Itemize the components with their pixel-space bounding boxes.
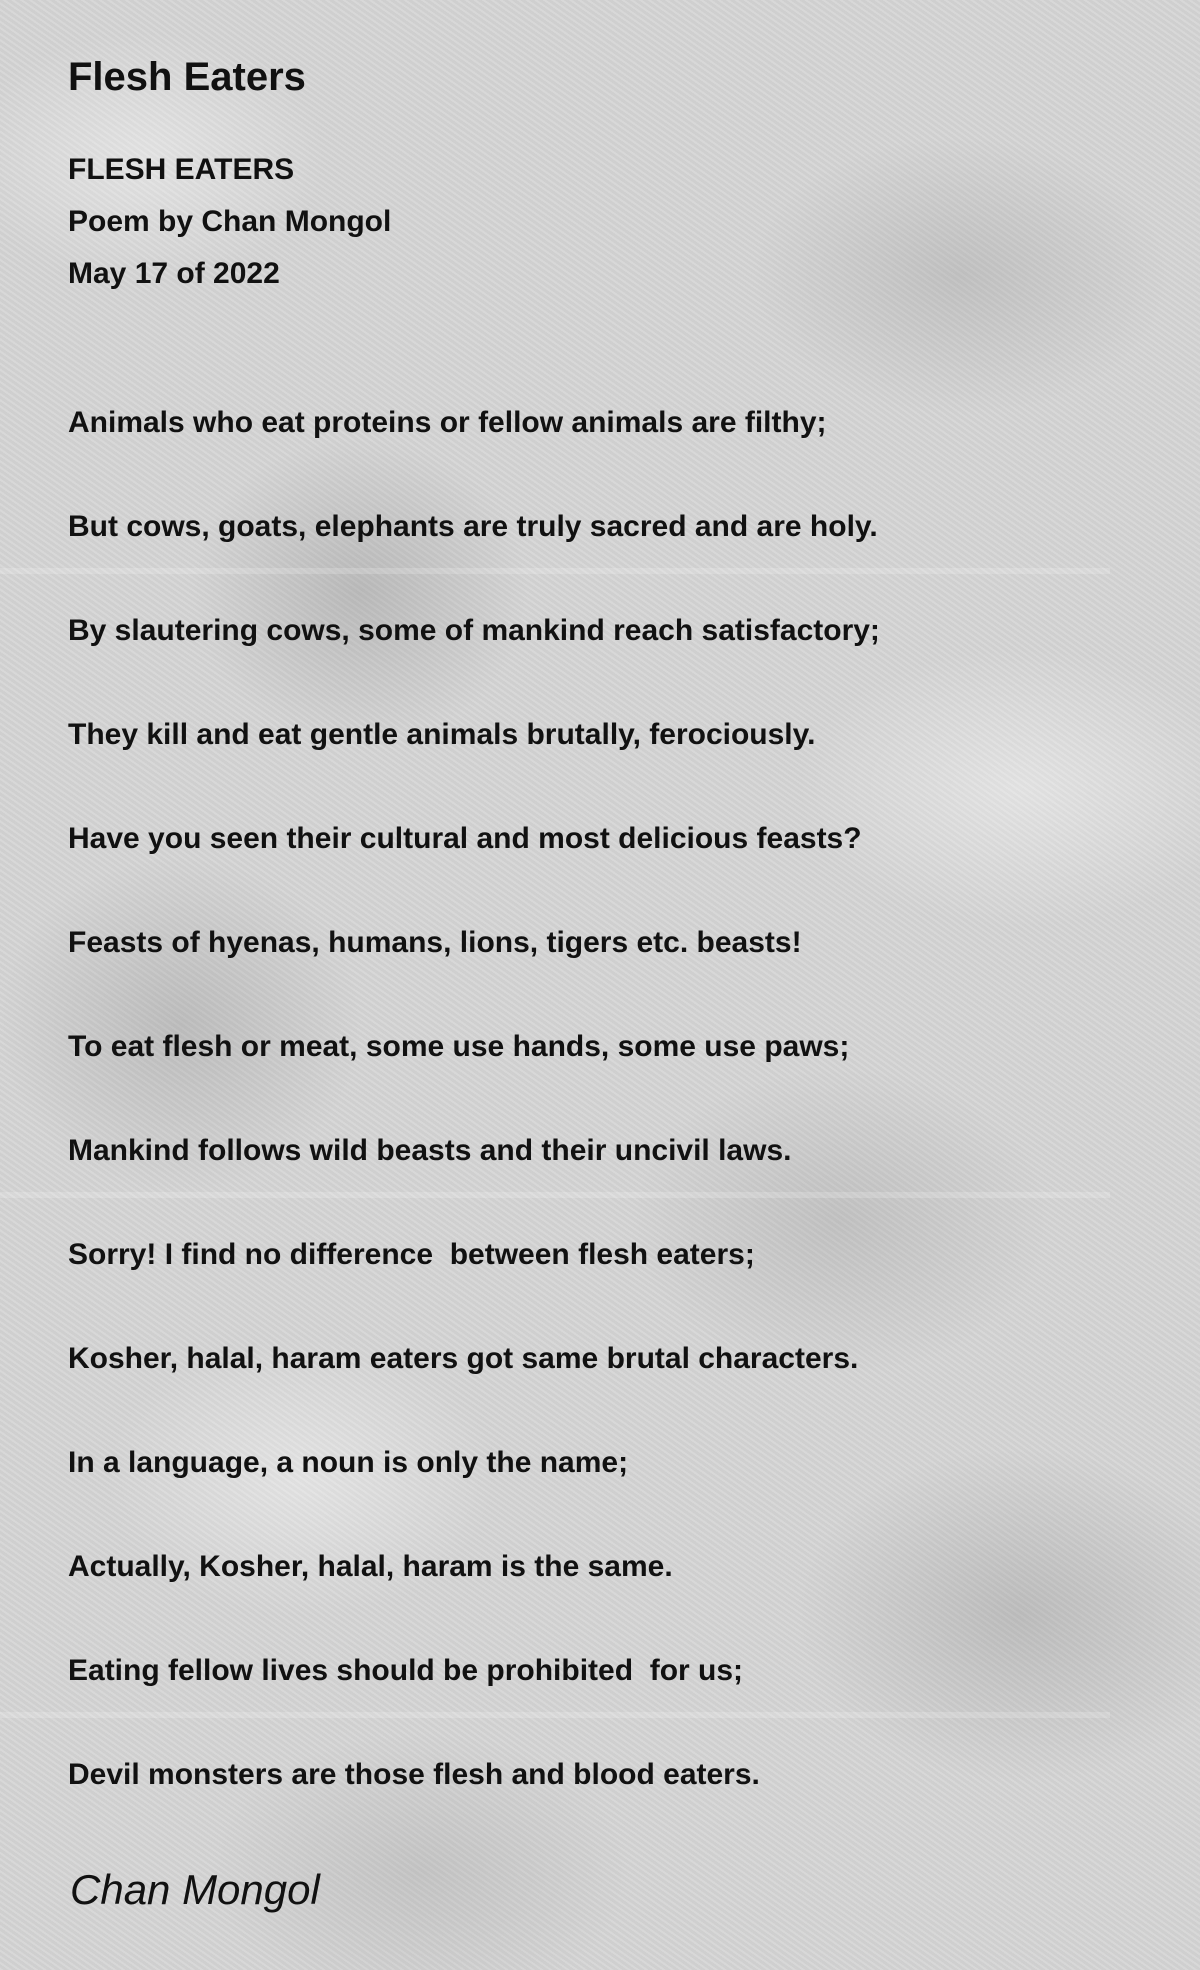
poem-line: To eat flesh or meat, some use hands, some use paws; xyxy=(68,1030,850,1063)
poem-line: Eating fellow lives should be prohibited for us; xyxy=(68,1654,744,1687)
poem-line: They kill and eat gentle animals brutally, ferociously. xyxy=(68,718,816,751)
poem-line: Mankind follows wild beasts and their uncivil laws. xyxy=(68,1134,792,1167)
poem-date: May 17 of 2022 xyxy=(68,257,280,290)
poem-line: Have you seen their cultural and most delicious feasts? xyxy=(68,822,862,855)
poem-line: Devil monsters are those flesh and blood eaters. xyxy=(68,1758,760,1791)
poem-line: But cows, goats, elephants are truly sacred and are holy. xyxy=(68,510,878,543)
poem-body xyxy=(68,405,1128,1861)
poem-line: Feasts of hyenas, humans, lions, tigers etc. beasts! xyxy=(68,926,802,959)
poem-meta xyxy=(68,144,1128,300)
poem-heading: FLESH EATERS xyxy=(68,153,295,186)
poem-line: By slautering cows, some of mankind reach satisfactory; xyxy=(68,614,880,647)
poem-byline: Poem by Chan Mongol xyxy=(68,205,392,238)
poem-line: Sorry! I find no difference between flesh eaters; xyxy=(68,1238,755,1271)
author-signature: Chan Mongol xyxy=(70,1866,320,1913)
poem-line: Kosher, halal, haram eaters got same brutal characters. xyxy=(68,1342,859,1375)
page-title: Flesh Eaters xyxy=(68,55,306,99)
poem-line: Animals who eat proteins or fellow animals are filthy; xyxy=(68,406,827,439)
poem-page xyxy=(68,50,1128,1913)
poem-line: In a language, a noun is only the name; xyxy=(68,1446,629,1479)
poem-line: Actually, Kosher, halal, haram is the same. xyxy=(68,1550,673,1583)
